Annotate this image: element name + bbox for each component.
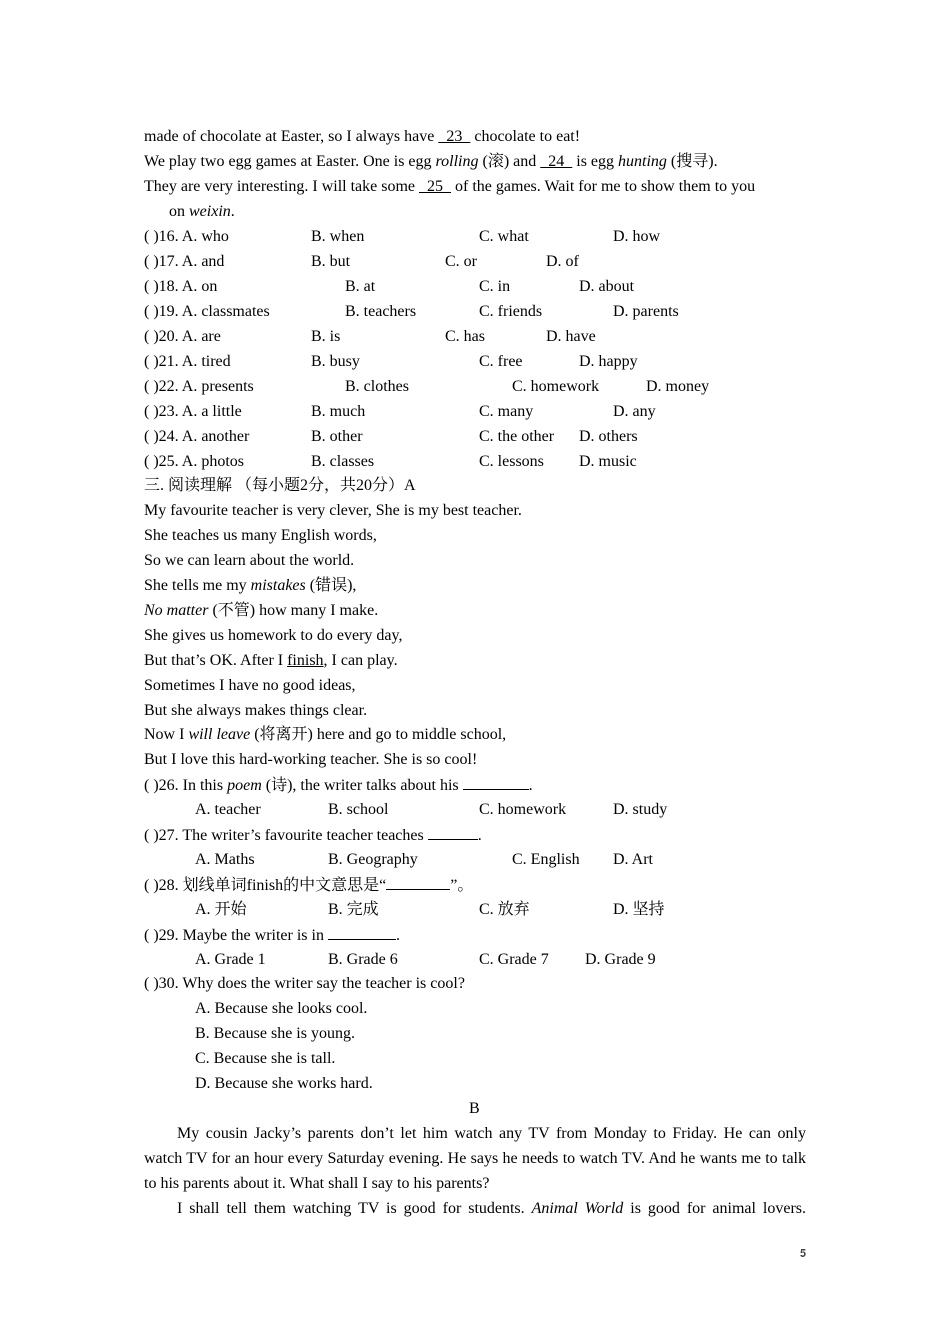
question-option-b: B. teachers <box>345 303 417 320</box>
option-a: A. Maths <box>195 851 255 868</box>
italic-text: hunting <box>618 153 667 170</box>
question-option-b: B. classes <box>311 453 375 470</box>
text: (滚) and <box>478 153 541 170</box>
blank-24: 24 <box>540 153 573 170</box>
option-c: C. English <box>512 851 580 868</box>
text: They are very interesting. I will take some <box>144 178 420 195</box>
text: ”。 <box>450 877 474 894</box>
italic-text: mistakes <box>250 577 306 594</box>
poem-line <box>144 576 356 596</box>
option-c: C. Grade 7 <box>479 951 549 968</box>
poem-line <box>144 651 398 671</box>
text: She tells me my <box>144 577 251 594</box>
cloze-line-1 <box>144 127 580 147</box>
answer-blank <box>428 825 478 840</box>
text: . <box>395 927 400 944</box>
text: is egg <box>572 153 619 170</box>
option-b: B. Because she is young. <box>195 1025 355 1042</box>
text: (不管) how many I make. <box>208 602 379 619</box>
option-a: A. 开始 <box>195 901 247 918</box>
text: (将离开) here and go to middle school, <box>250 726 507 743</box>
question-option-c: C. lessons <box>479 453 544 470</box>
option-b: B. Grade 6 <box>328 951 398 968</box>
option-c: C. 放弃 <box>479 901 530 918</box>
text: (错误), <box>305 577 357 594</box>
question-option-b: B. when <box>311 228 365 245</box>
text: made of chocolate at Easter, so I always have <box>144 128 439 145</box>
text: I shall tell them watching TV is good for students. <box>177 1200 532 1217</box>
text: is good for animal lovers. <box>623 1200 807 1217</box>
text: Now I <box>144 726 189 743</box>
text: ( )29. Maybe the writer is in <box>144 927 328 944</box>
option-b: B. Geography <box>328 851 418 868</box>
question-option-a: ( )18. A. on <box>144 278 218 295</box>
question-option-a: ( )22. A. presents <box>144 378 254 395</box>
poem-line <box>144 725 506 745</box>
option-a: A. teacher <box>195 801 261 818</box>
poem-line: So we can learn about the world. <box>144 552 355 569</box>
poem-line: Sometimes I have no good ideas, <box>144 677 356 694</box>
question-option-c: C. homework <box>512 378 600 395</box>
text: . <box>477 827 482 844</box>
question-option-d: D. of <box>546 253 579 270</box>
option-d: D. Because she works hard. <box>195 1075 373 1092</box>
option-b: B. school <box>328 801 389 818</box>
option-d: D. Grade 9 <box>585 951 656 968</box>
question-option-b: B. busy <box>311 353 360 370</box>
question-option-b: B. at <box>345 278 376 295</box>
text: (搜寻). <box>666 153 718 170</box>
option-c: C. homework <box>479 801 567 818</box>
blank-25: 25 <box>419 178 452 195</box>
question-option-c: C. friends <box>479 303 543 320</box>
poem-line <box>144 601 378 621</box>
question-option-b: B. much <box>311 403 366 420</box>
question-option-a: ( )21. A. tired <box>144 353 231 370</box>
question-option-a: ( )17. A. and <box>144 253 225 270</box>
question-26 <box>144 775 533 796</box>
option-a: A. Grade 1 <box>195 951 266 968</box>
underlined-word: finish <box>287 652 324 669</box>
option-a: A. Because she looks cool. <box>195 1000 368 1017</box>
poem-line: She gives us homework to do every day, <box>144 627 403 644</box>
text: ( )26. In this <box>144 777 228 794</box>
text: ( )28. 划线单词finish的中文意思是“ <box>144 877 387 894</box>
italic-text: Animal World <box>531 1200 624 1217</box>
poem-line: But she always makes things clear. <box>144 702 368 719</box>
option-d: D. Art <box>613 851 653 868</box>
question-option-a: ( )24. A. another <box>144 428 250 445</box>
question-option-c: C. what <box>479 228 529 245</box>
blank-23: 23 <box>438 128 471 145</box>
poem-line: My favourite teacher is very clever, She is my best teacher. <box>144 502 522 519</box>
question-option-d: D. about <box>579 278 635 295</box>
question-option-d: D. others <box>579 428 638 445</box>
question-27 <box>144 825 482 846</box>
poem-line: But I love this hard-working teacher. She is so cool! <box>144 751 478 768</box>
cloze-line-3 <box>144 177 755 197</box>
question-option-b: B. but <box>311 253 351 270</box>
text: . <box>528 777 533 794</box>
text: We play two egg games at Easter. One is egg <box>144 153 436 170</box>
cloze-line-4 <box>169 202 235 222</box>
question-option-b: B. is <box>311 328 341 345</box>
option-d: D. 坚持 <box>613 901 665 918</box>
question-option-d: D. happy <box>579 353 638 370</box>
option-d: D. study <box>613 801 668 818</box>
question-option-d: D. any <box>613 403 656 420</box>
passage-paragraph: My cousin Jacky’s parents don’t let him watch any TV from Monday to Friday. He can only watch TV for an hour every Saturday evening. He says he needs to watch TV. And he wants me to talk to his parents about it. What shall I say to his parents? <box>144 1125 806 1192</box>
question-option-d: D. parents <box>613 303 679 320</box>
question-option-c: C. free <box>479 353 523 370</box>
option-c: C. Because she is tall. <box>195 1050 336 1067</box>
page-number: 𝟓 <box>800 1248 807 1260</box>
question-option-a: ( )20. A. are <box>144 328 221 345</box>
question-option-c: C. has <box>445 328 485 345</box>
question-option-d: D. have <box>546 328 596 345</box>
text: ( )27. The writer’s favourite teacher teaches <box>144 827 428 844</box>
poem-line: She teaches us many English words, <box>144 527 377 544</box>
question-option-a: ( )19. A. classmates <box>144 303 270 320</box>
text: , I can play. <box>323 652 398 669</box>
question-option-c: C. the other <box>479 428 555 445</box>
text: chocolate to eat! <box>470 128 581 145</box>
italic-text: weixin <box>189 203 231 220</box>
question-29 <box>144 925 400 946</box>
cloze-line-2 <box>144 152 718 172</box>
question-option-a: ( )16. A. who <box>144 228 229 245</box>
question-30: ( )30. Why does the writer say the teacher is cool? <box>144 975 465 992</box>
answer-blank <box>463 775 529 790</box>
passage-heading: B <box>469 1100 480 1117</box>
italic-text: poem <box>227 777 262 794</box>
italic-text: will leave <box>188 726 251 743</box>
question-option-c: C. or <box>445 253 477 270</box>
question-option-d: D. money <box>646 378 710 395</box>
question-28 <box>144 875 473 896</box>
question-option-d: D. music <box>579 453 637 470</box>
answer-blank <box>328 925 396 940</box>
question-option-a: ( )25. A. photos <box>144 453 244 470</box>
section-heading: 三. 阅读理解 （每小题2分，共20分）A <box>144 477 416 494</box>
question-option-b: B. clothes <box>345 378 409 395</box>
italic-text: rolling <box>435 153 479 170</box>
text: But that’s OK. After I <box>144 652 288 669</box>
text: on <box>169 203 189 220</box>
question-option-b: B. other <box>311 428 363 445</box>
text: of the games. Wait for me to show them to you <box>451 178 756 195</box>
passage-paragraph <box>144 1196 806 1221</box>
option-b: B. 完成 <box>328 901 379 918</box>
question-option-c: C. in <box>479 278 511 295</box>
text: (诗), the writer talks about his <box>261 777 463 794</box>
text: . <box>230 203 235 220</box>
question-option-c: C. many <box>479 403 534 420</box>
italic-text: No matter <box>144 602 209 619</box>
question-option-a: ( )23. A. a little <box>144 403 242 420</box>
question-option-d: D. how <box>613 228 661 245</box>
answer-blank <box>386 875 450 890</box>
